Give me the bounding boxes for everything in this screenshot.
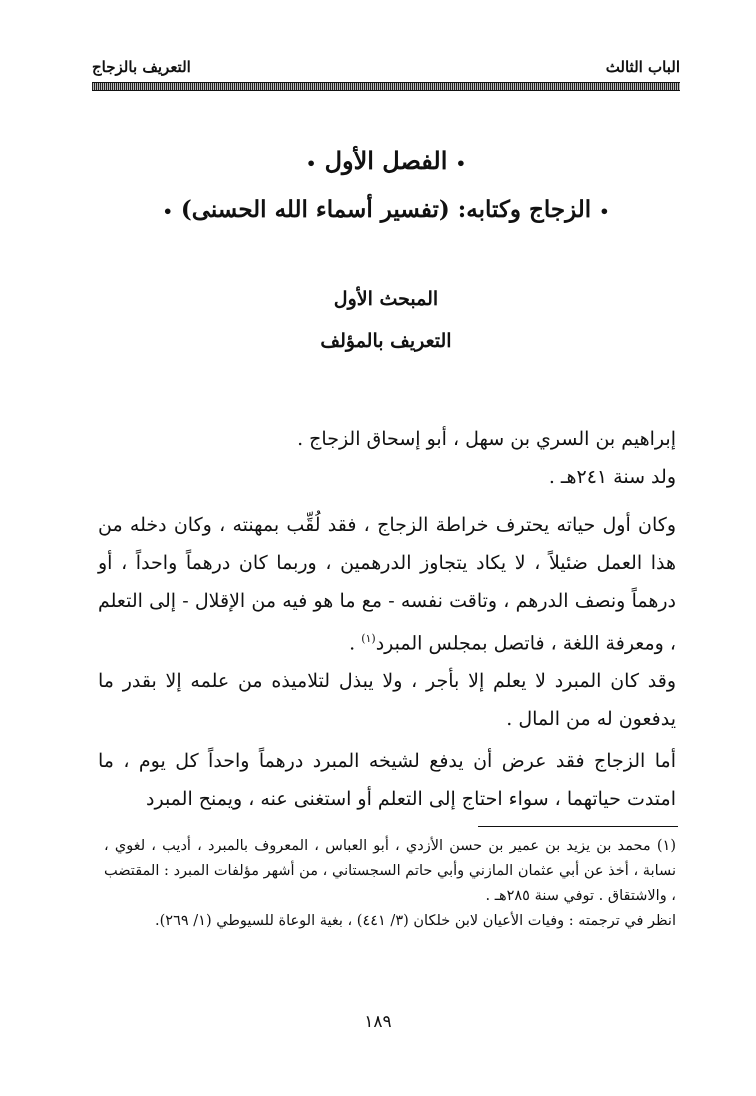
paragraph-end: . — [349, 632, 362, 655]
book-heading-text: الزجاج وكتابه: (تفسير أسماء الله الحسنى) — [180, 196, 592, 223]
heading-bullet: • — [162, 202, 173, 221]
header-chapter: الباب الثالث — [605, 58, 680, 76]
section-subheading: التعريف بالمؤلف — [320, 330, 452, 352]
book-heading — [92, 196, 680, 223]
footnote-1: (١) محمد بن يزيد بن عمير بن حسن الأزدي ، أبو العباس ، المعروف بالمبرد ، أديب ، لغوي ، نسابة ، أخذ عن أبي عثمان المازني وأبي حاتم السجستاني ، من أشهر مؤلفات المبرد : المقتضب ، والاشتقاق . توفي سنة ٢٨٥هـ . — [104, 838, 676, 904]
paragraph-text: إبراهيم بن السري بن سهل ، أبو إسحاق الزجاج . — [297, 428, 676, 450]
page-number: ١٨٩ — [364, 1012, 392, 1032]
footnote-reference[interactable]: (١) — [361, 632, 376, 645]
header-topic: التعريف بالزجاج — [92, 58, 191, 76]
paragraph-mubarrad — [98, 662, 676, 738]
paragraph-birth — [98, 458, 676, 496]
paragraph-payment — [98, 742, 676, 818]
paragraph-text: وقد كان المبرد لا يعلم إلا بأجر ، ولا يبذل لتلاميذه من علمه إلا بقدر ما يدفعون له من المال . — [98, 670, 676, 730]
paragraph-text: ولد سنة ٢٤١هـ . — [548, 466, 676, 488]
section-heading: المبحث الأول — [333, 288, 439, 310]
paragraph-text: وكان أول حياته يحترف خراطة الزجاج ، فقد لُقِّب بمهنته ، وكان دخله من هذا العمل ضئيلاً ، لا يكاد يتجاوز الدرهمين ، وربما كان درهماً واحداً ، أو درهماً ونصف الدرهم ، وتاقت نفسه - مع ما هو فيه من الإقلال - إلى التعلم ، ومعرفة اللغة ، فاتصل بمجلس المبرد — [98, 514, 676, 655]
paragraph-text: أما الزجاج فقد عرض أن يدفع لشيخه المبرد درهماً واحداً كل يوم ، ما امتدت حياتهما ، سواء احتاج إلى التعلم أو استغنى عنه ، ويمنح المبرد — [98, 750, 676, 810]
running-header — [92, 58, 680, 80]
chapter-heading — [92, 146, 680, 175]
heading-bullet: • — [599, 202, 610, 221]
footnote-sources: انظر في ترجمته : وفيات الأعيان لابن خلكان (٣/ ٤٤١) ، بغية الوعاة للسيوطي (١/ ٢٦٩). — [155, 913, 676, 929]
footnote-rule — [478, 826, 678, 827]
footnotes — [104, 834, 676, 934]
paragraph-early-life — [98, 506, 676, 662]
header-rule — [92, 82, 680, 91]
paragraph-name — [98, 420, 676, 458]
heading-bullet: • — [455, 154, 467, 173]
chapter-heading-text: الفصل الأول — [324, 146, 448, 175]
heading-bullet: • — [305, 154, 317, 173]
